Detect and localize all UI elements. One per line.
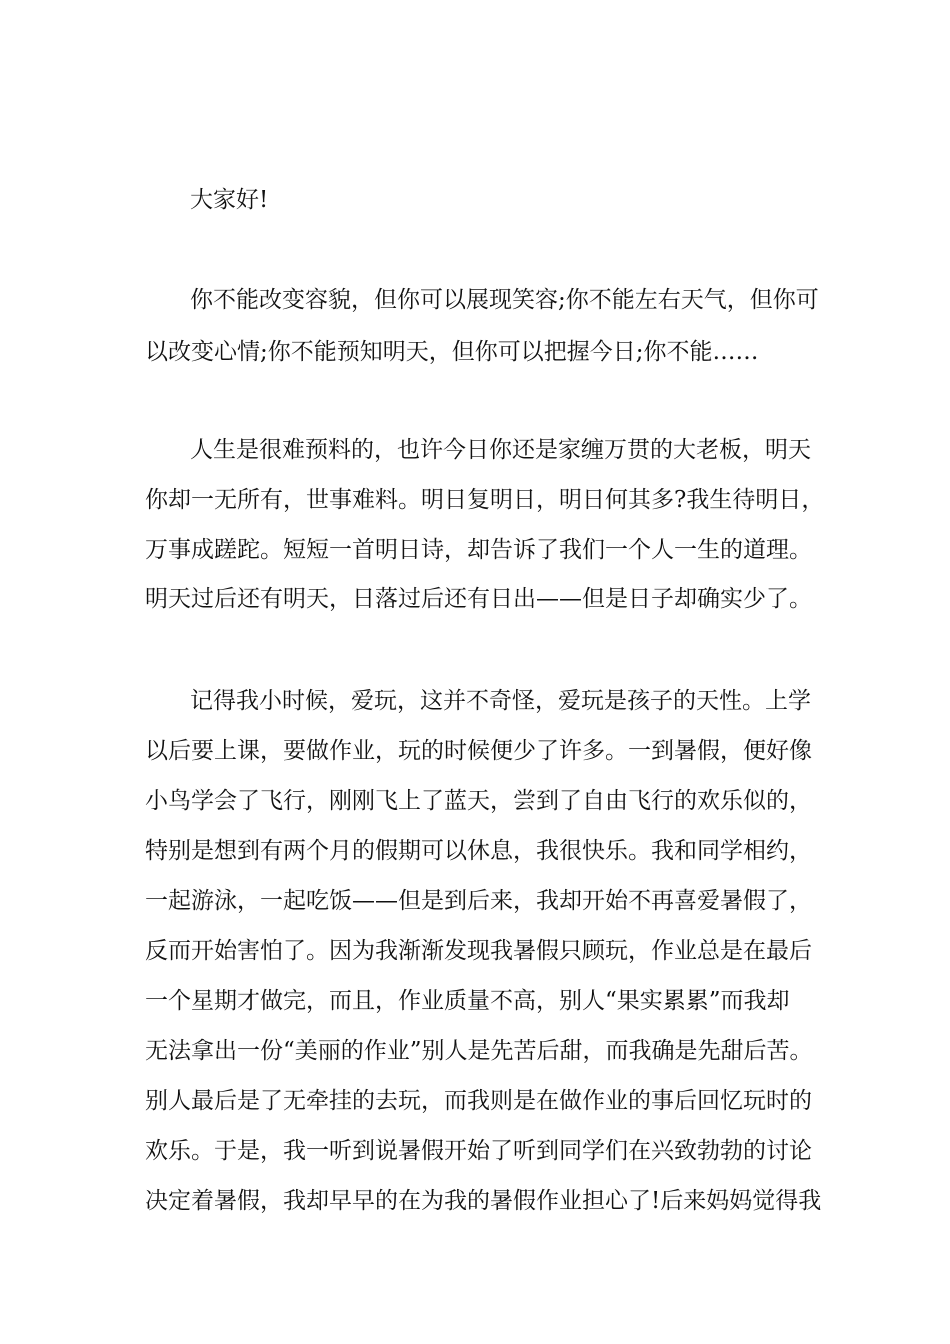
paragraph-3-line-8: 无法拿出一份“美丽的作业”别人是先苦后甜，而我确是先甜后苦。: [145, 1038, 813, 1064]
paragraph-2-line-1: 人生是很难预料的，也许今日你还是家缠万贯的大老板，明天: [190, 437, 811, 463]
paragraph-1-line-2: 以改变心情;你不能预知明天，但你可以把握今日;你不能……: [145, 339, 759, 365]
paragraph-3-line-3: 小鸟学会了飞行，刚刚飞上了蓝天，尝到了自由飞行的欢乐似的，: [145, 788, 812, 814]
paragraph-1-line-1: 你不能改变容貌，但你可以展现笑容;你不能左右天气，但你可: [190, 287, 819, 313]
paragraph-2-line-4: 明天过后还有明天，日落过后还有日出——但是日子却确实少了。: [145, 586, 812, 612]
paragraph-3-line-1: 记得我小时候，爱玩，这并不奇怪，爱玩是孩子的天性。上学: [190, 688, 811, 714]
paragraph-3-line-7: 一个星期才做完，而且，作业质量不高，别人“果实累累”而我却: [145, 988, 790, 1014]
paragraph-3-line-5: 一起游泳，一起吃饭——但是到后来，我却开始不再喜爱暑假了，: [145, 888, 812, 914]
paragraph-3-line-10: 欢乐。于是，我一听到说暑假开始了听到同学们在兴致勃勃的讨论: [145, 1138, 812, 1164]
paragraph-2-line-3: 万事成蹉跎。短短一首明日诗，却告诉了我们一个人一生的道理。: [145, 537, 812, 563]
paragraph-3-line-4: 特别是想到有两个月的假期可以休息，我很快乐。我和同学相约，: [145, 838, 812, 864]
paragraph-3-line-2: 以后要上课，要做作业，玩的时候便少了许多。一到暑假，便好像: [145, 738, 812, 764]
paragraph-2-line-2: 你却一无所有，世事难料。明日复明日，明日何其多?我生待明日，: [145, 487, 825, 513]
paragraph-3-line-6: 反而开始害怕了。因为我渐渐发现我暑假只顾玩，作业总是在最后: [145, 938, 812, 964]
paragraph-3-line-11: 决定着暑假，我却早早的在为我的暑假作业担心了!后来妈妈觉得我: [145, 1188, 822, 1214]
paragraph-3-line-9: 别人最后是了无牵挂的去玩，而我则是在做作业的事后回忆玩时的: [145, 1088, 812, 1114]
greeting-line: 大家好!: [190, 187, 269, 213]
